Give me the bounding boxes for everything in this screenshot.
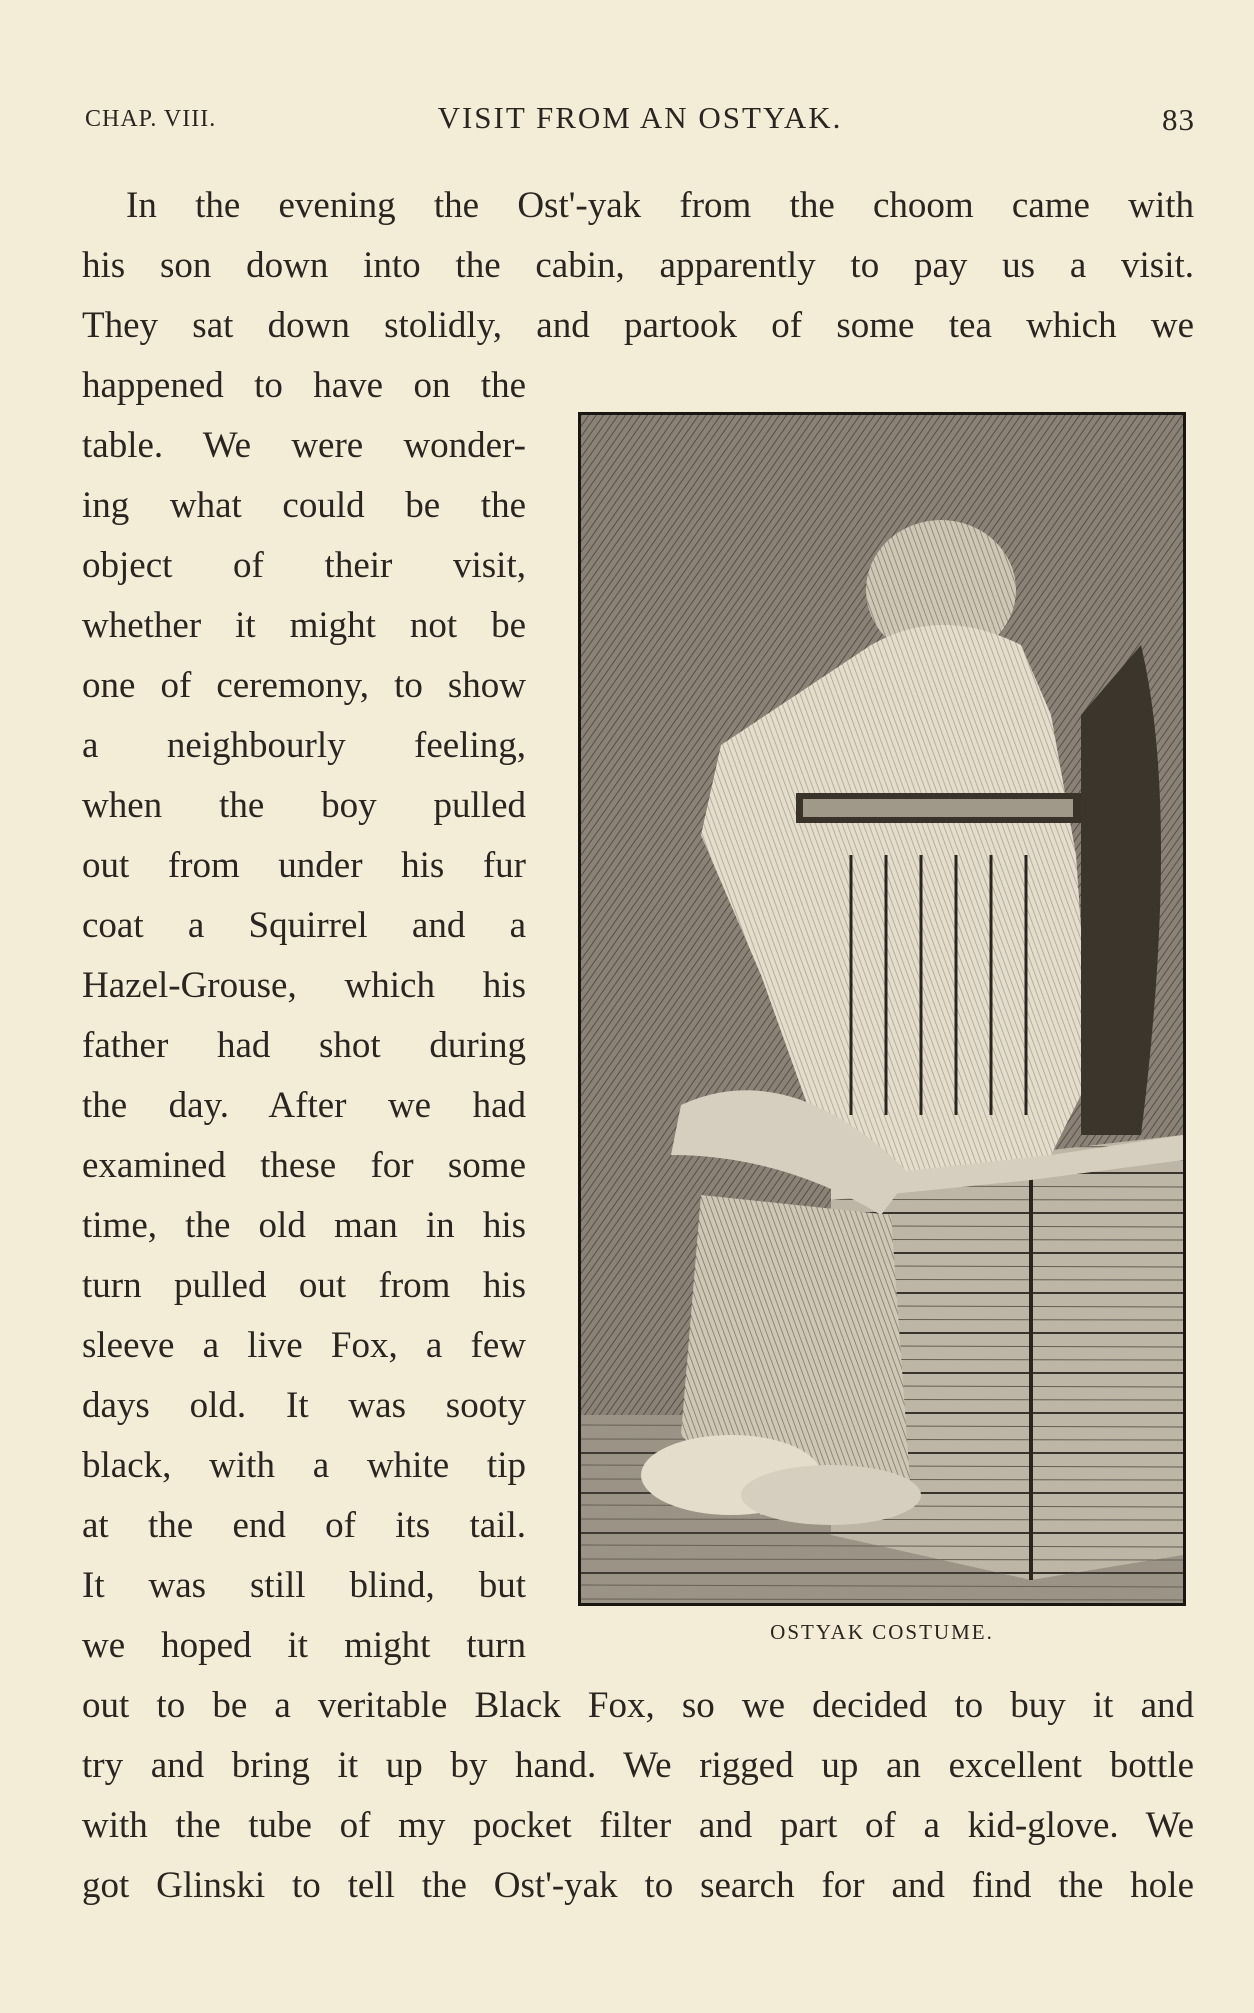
- running-head: [85, 98, 1195, 142]
- text-line: examined these for some: [82, 1145, 526, 1186]
- text-line: table. We were wonder-: [82, 425, 526, 466]
- text-line: coat a Squirrel and a: [82, 905, 526, 946]
- text-line: the day. After we had: [82, 1085, 526, 1126]
- text-line: happened to have on the: [82, 365, 526, 406]
- text-line: time, the old man in his: [82, 1205, 526, 1246]
- text-line: try and bring it up by hand. We rigged up an excellent bottle: [82, 1745, 1194, 1786]
- text-line: ing what could be the: [82, 485, 526, 526]
- text-line: with the tube of my pocket filter and part of a kid-glove. We: [82, 1805, 1194, 1846]
- running-title: VISIT FROM AN OSTYAK.: [437, 100, 843, 135]
- text-line: object of their visit,: [82, 545, 526, 586]
- text-line: turn pulled out from his: [82, 1265, 526, 1306]
- page-number: 83: [1162, 102, 1195, 137]
- text-line: got Glinski to tell the Ost'-yak to search for and find the hole: [82, 1865, 1194, 1906]
- text-line: out to be a veritable Black Fox, so we decided to buy it and: [82, 1685, 1194, 1726]
- text-line: black, with a white tip: [82, 1445, 526, 1486]
- text-line: They sat down stolidly, and partook of some tea which we: [82, 305, 1194, 346]
- text-line: father had shot during: [82, 1025, 526, 1066]
- text-line: Hazel-Grouse, which his: [82, 965, 526, 1006]
- text-line: It was still blind, but: [82, 1565, 526, 1606]
- text-line: a neighbourly feeling,: [82, 725, 526, 766]
- text-line: days old. It was sooty: [82, 1385, 526, 1426]
- text-line: one of ceremony, to show: [82, 665, 526, 706]
- text-line: his son down into the cabin, apparently to pay us a visit.: [82, 245, 1194, 286]
- text-line: at the end of its tail.: [82, 1505, 526, 1546]
- engraving-ostyak-costume: [578, 412, 1186, 1606]
- text-line: when the boy pulled: [82, 785, 526, 826]
- chapter-label: CHAP. VIII.: [85, 106, 217, 132]
- text-line: whether it might not be: [82, 605, 526, 646]
- text-line: sleeve a live Fox, a few: [82, 1325, 526, 1366]
- text-line: we hoped it might turn: [82, 1625, 526, 1666]
- text-line: In the evening the Ost'-yak from the choom came with: [126, 185, 1194, 226]
- figure-caption: OSTYAK COSTUME.: [770, 1620, 994, 1644]
- text-line: out from under his fur: [82, 845, 526, 886]
